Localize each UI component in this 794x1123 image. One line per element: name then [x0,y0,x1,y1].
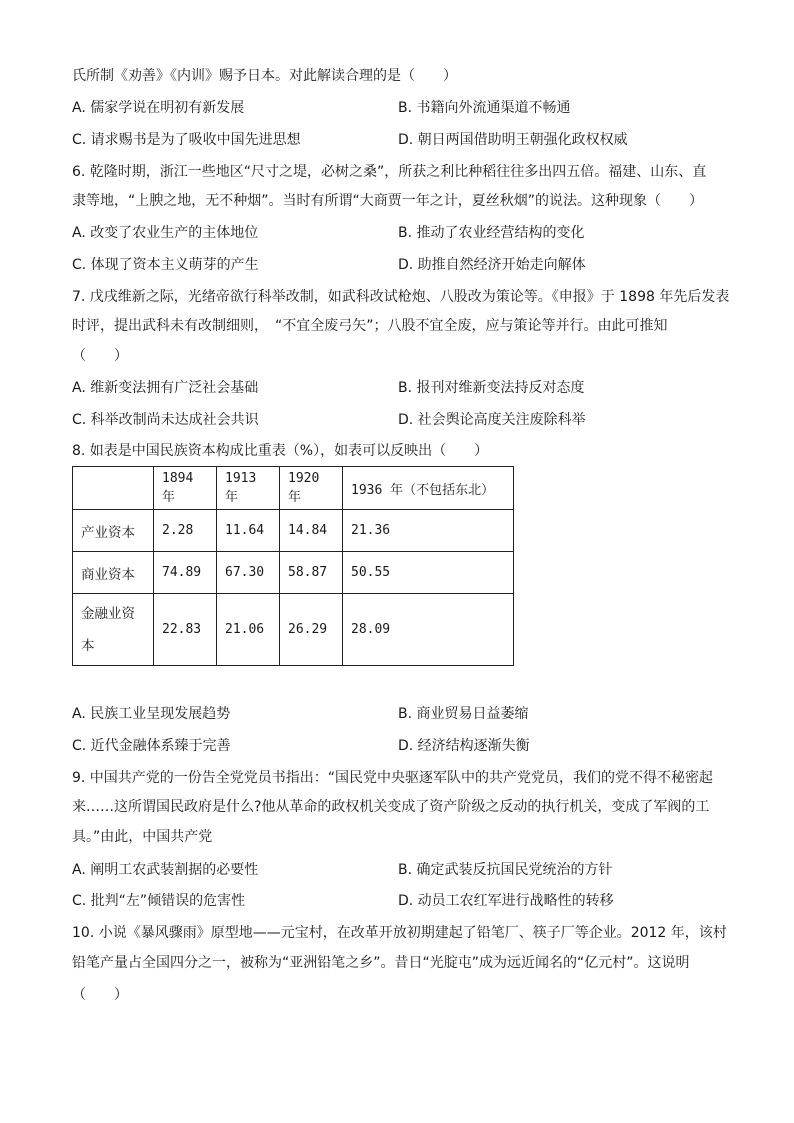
q6-stem-line-1: 6. 乾隆时期，浙江一些地区“尺寸之堤，必树之桑”，所获之利比种稻往往多出四五倍。福建、山东、直 [72,164,707,180]
table-cell: 50.55 [343,552,514,594]
table-header-1913: 1913 年 [217,467,280,510]
q8-option-d: D. 经济结构逐渐失衡 [398,738,530,754]
table-cell: 74.89 [154,552,217,594]
table-row-label-line-2: 本 [81,637,95,654]
table-cell: 2.28 [154,510,217,552]
q10-stem-line-1: 10. 小说《暴风骤雨》原型地——元宝村，在改革开放初期建起了铅笔厂、筷子厂等企业。2012 年，该村 [72,925,727,941]
q9-option-d: D. 动员工农红军进行战略性的转移 [398,893,614,909]
q9-stem-line-1: 9. 中国共产党的一份告全党党员书指出：“国民党中央驱逐军队中的共产党党员，我们的党不得不秘密起 [72,770,714,786]
table-cell: 11.64 [217,510,280,552]
q5-option-d: D. 朝日两国借助明王朝强化政权权威 [398,132,628,148]
table-row [73,594,514,666]
q8-option-a: A. 民族工业呈现发展趋势 [72,706,231,722]
q8-stem: 8. 如表是中国民族资本构成比重表（%），如表可以反映出（ ） [72,443,489,459]
q6-option-a: A. 改变了农业生产的主体地位 [72,225,259,241]
table-cell: 21.06 [217,594,280,666]
q7-option-b: B. 报刊对维新变法持反对态度 [398,380,585,396]
table-header-1920: 1920 年 [280,467,343,510]
q9-option-a: A. 阐明工农武装割据的必要性 [72,862,259,878]
table-corner-cell [73,467,154,510]
table-header-1894: 1894 年 [154,467,217,510]
table-cell: 22.83 [154,594,217,666]
table-cell: 21.36 [343,510,514,552]
table-row-label: 产业资本 [73,510,154,552]
q10-stem-line-2: 铅笔产量占全国四分之一，被称为“亚洲铅笔之乡”。昔日“光腚屯”成为远近闻名的“亿元村”。这说明 [72,955,690,971]
q7-option-c: C. 科举改制尚未达成社会共识 [72,412,259,428]
table-cell: 28.09 [343,594,514,666]
table-cell: 67.30 [217,552,280,594]
q7-stem-line-1: 7. 戊戌维新之际，光绪帝欲行科举改制，如武科改试枪炮、八股改为策论等。《申报》于 1898 年先后发表 [72,289,730,305]
table-cell: 14.84 [280,510,343,552]
capital-composition-table [72,466,514,666]
q9-stem-line-2: 来……这所谓国民政府是什么?他从革命的政权机关变成了资产阶级之反动的执行机关，变成了军阀的工 [72,799,710,815]
q10-stem-line-3: （ ） [72,987,128,1003]
q5-option-b: B. 书籍向外流通渠道不畅通 [398,100,571,116]
table-cell: 26.29 [280,594,343,666]
q6-option-c: C. 体现了资本主义萌芽的产生 [72,257,259,273]
q9-option-c: C. 批判“左”倾错误的危害性 [72,893,246,909]
q5-stem: 氏所制《劝善》《内训》赐予日本。对此解读合理的是（ ） [72,68,457,84]
table-row-label-line-1: 金融业资 [81,605,135,622]
q7-stem-line-2: 时评，提出武科未有改制细则， “不宜全废弓矢”；八股不宜全废，应与策论等并行。由此可推知 [72,318,668,334]
table-cell: 58.87 [280,552,343,594]
table-header-row [73,467,514,510]
q6-stem-line-2: 隶等地，“上腴之地，无不种烟”。当时有所谓“大商贾一年之计，夏丝秋烟”的说法。这种现象（ ） [72,193,704,209]
q5-option-a: A. 儒家学说在明初有新发展 [72,100,245,116]
q7-option-a: A. 维新变法拥有广泛社会基础 [72,380,259,396]
q7-stem-line-3: （ ） [72,348,128,364]
q7-option-d: D. 社会舆论高度关注废除科举 [398,412,586,428]
table-row [73,510,514,552]
table-row-label [73,594,154,666]
q6-option-d: D. 助推自然经济开始走向解体 [398,257,586,273]
q5-option-c: C. 请求赐书是为了吸收中国先进思想 [72,132,301,148]
q8-option-c: C. 近代金融体系臻于完善 [72,738,231,754]
q6-option-b: B. 推动了农业经营结构的变化 [398,225,585,241]
q9-stem-line-3: 具。”由此，中国共产党 [72,829,213,845]
table-row [73,552,514,594]
q8-option-b: B. 商业贸易日益萎缩 [398,706,529,722]
q9-option-b: B. 确定武装反抗国民党统治的方针 [398,862,613,878]
table-row-label: 商业资本 [73,552,154,594]
table-header-1936: 1936 年（不包括东北） [343,467,514,510]
